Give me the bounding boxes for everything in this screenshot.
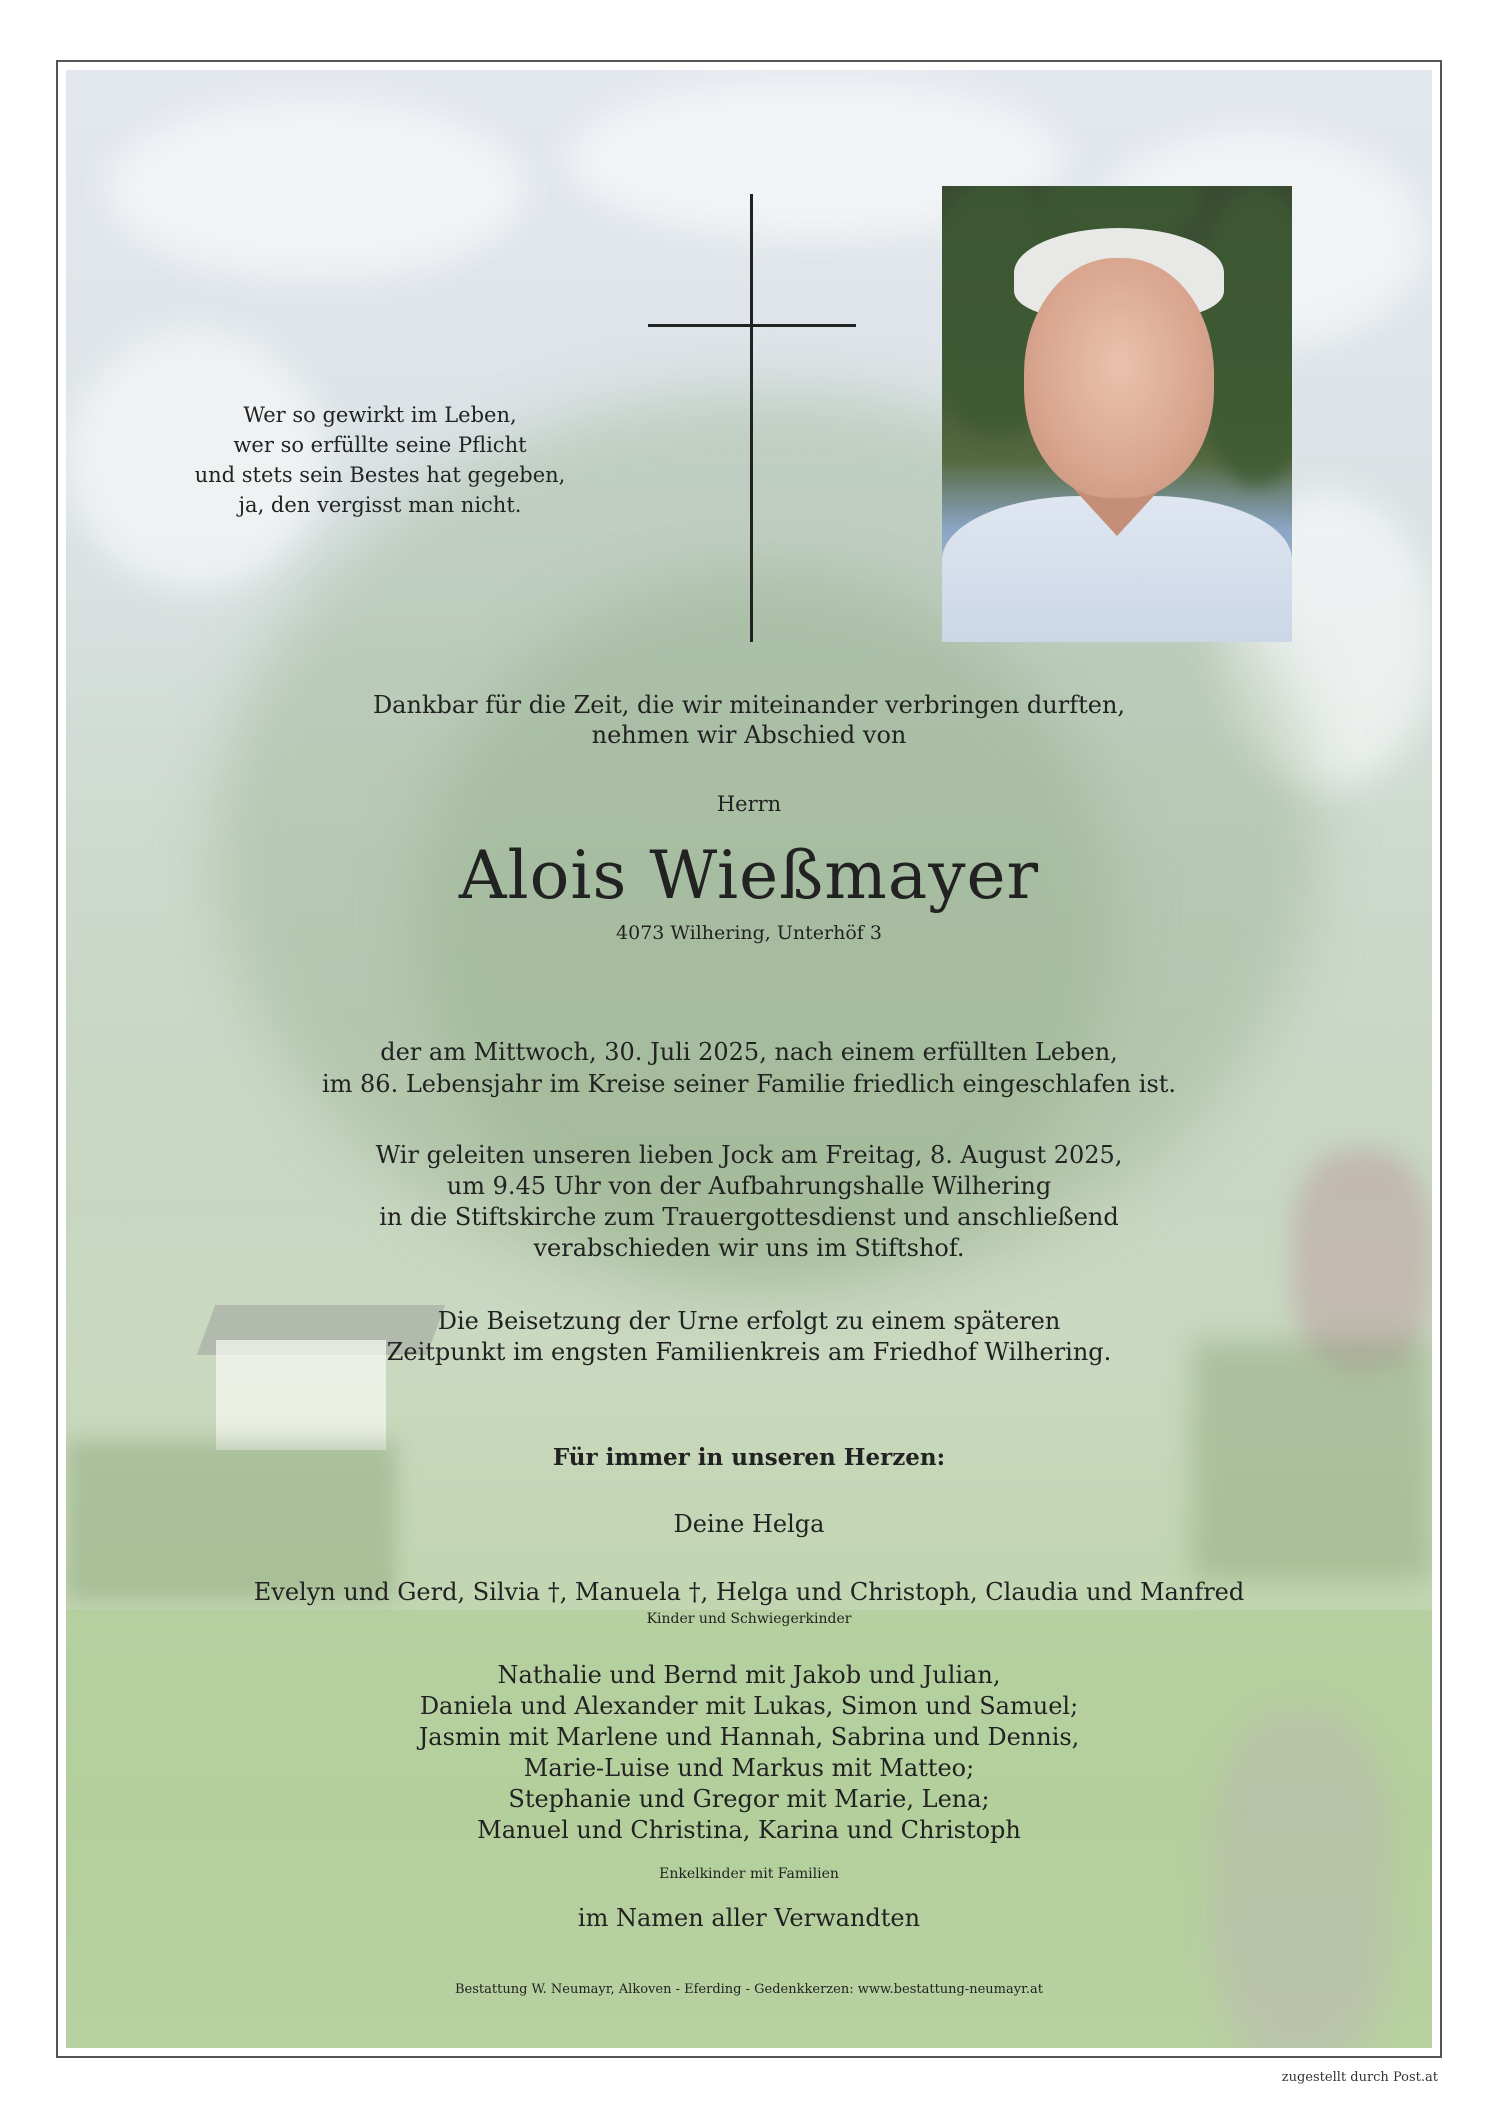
grandchildren-line: Manuel und Christina, Karina und Christoph	[477, 1816, 1021, 1844]
deceased-name: Alois Wießmayer	[458, 837, 1040, 914]
grandchildren-line: Marie-Luise und Markus mit Matteo;	[523, 1754, 975, 1782]
intro-line: Dankbar für die Zeit, die wir miteinander verbringen durften,	[372, 691, 1126, 719]
relatives: im Namen aller Verwandten	[577, 1904, 921, 1932]
burial-line: Die Beisetzung der Urne erfolgt zu einem späteren	[437, 1307, 1061, 1335]
intro-text	[66, 690, 1432, 750]
grandchildren-list	[66, 1660, 1432, 1846]
poem-line: und stets sein Bestes hat gegeben,	[194, 463, 566, 487]
funeral-home-footer: Bestattung W. Neumayr, Alkoven - Eferding - Gedenkkerzen: www.bestattung-neumayr.at	[454, 1982, 1043, 1997]
cross-icon-bar	[648, 324, 856, 327]
portrait-photo	[942, 186, 1292, 642]
cross-icon	[750, 194, 753, 642]
motto: Für immer in unseren Herzen:	[552, 1444, 946, 1471]
death-notice	[66, 1036, 1432, 1100]
children-caption: Kinder und Schwiegerkinder	[646, 1611, 852, 1627]
notice-line: der am Mittwoch, 30. Juli 2025, nach einem erfüllten Leben,	[380, 1038, 1118, 1066]
notice-line: im 86. Lebensjahr im Kreise seiner Familie friedlich eingeschlafen ist.	[321, 1070, 1177, 1098]
grandchildren-caption: Enkelkinder mit Familien	[659, 1866, 839, 1882]
grandchildren-line: Stephanie und Gregor mit Marie, Lena;	[508, 1785, 990, 1813]
funeral-line: Wir geleiten unseren lieben Jock am Freitag, 8. August 2025,	[375, 1141, 1123, 1169]
funeral-line: verabschieden wir uns im Stiftshof.	[533, 1234, 965, 1262]
salutation: Herrn	[716, 792, 782, 816]
poem-line: Wer so gewirkt im Leben,	[243, 403, 517, 427]
grandchildren-line: Daniela und Alexander mit Lukas, Simon und Samuel;	[419, 1692, 1079, 1720]
children-list: Evelyn und Gerd, Silvia †, Manuela †, Helga und Christoph, Claudia und Manfred	[253, 1578, 1245, 1606]
memorial-poem	[150, 400, 610, 520]
burial-details	[66, 1306, 1432, 1368]
funeral-details	[66, 1140, 1432, 1264]
funeral-line: in die Stiftskirche zum Trauergottesdienst und anschließend	[379, 1203, 1119, 1231]
funeral-line: um 9.45 Uhr von der Aufbahrungshalle Wilhering	[446, 1172, 1052, 1200]
poem-line: ja, den vergisst man nicht.	[238, 493, 522, 517]
intro-line: nehmen wir Abschied von	[591, 721, 907, 749]
spouse: Deine Helga	[673, 1510, 825, 1538]
poem-line: wer so erfüllte seine Pflicht	[233, 433, 527, 457]
grandchildren-line: Jasmin mit Marlene und Hannah, Sabrina und Dennis,	[418, 1723, 1080, 1751]
deceased-address: 4073 Wilhering, Unterhöf 3	[616, 922, 882, 944]
grandchildren-line: Nathalie und Bernd mit Jakob und Julian,	[497, 1661, 1001, 1689]
burial-line: Zeitpunkt im engsten Familienkreis am Friedhof Wilhering.	[386, 1338, 1112, 1366]
delivered-by: zugestellt durch Post.at	[1281, 2070, 1438, 2085]
